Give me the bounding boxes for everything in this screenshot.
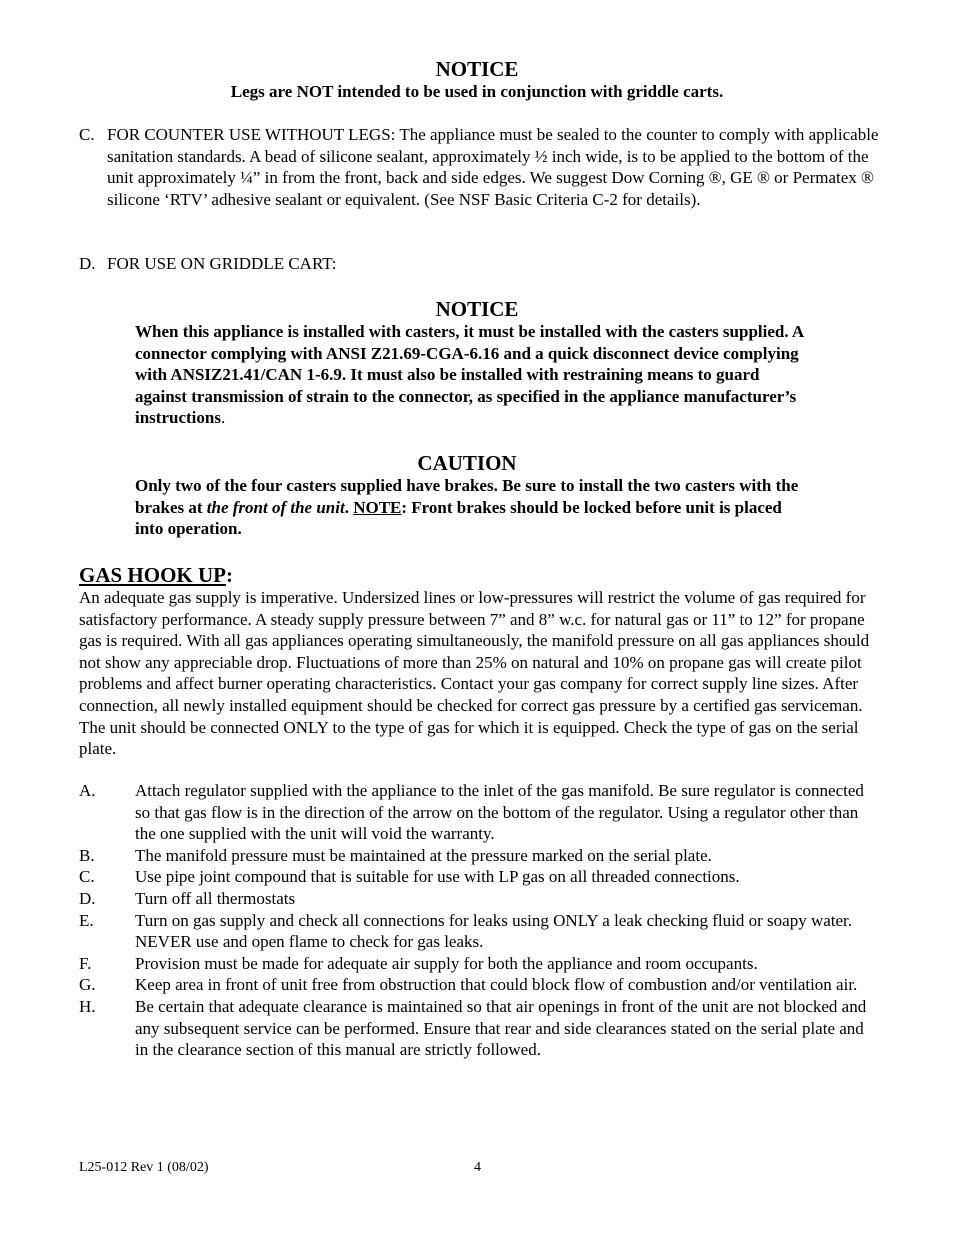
notice-text-2-body: When this appliance is installed with casters, it must be installed with the casters supplied. A connector complying with ANSI Z21.69-CGA-6.16 and a quick disconnect device complying with ANSIZ21.41/CAN 1-6.9. It must also be installed with restraining means to guard against transmission of strain to the connector, as specified in the appliance manufacturer’s instructions (135, 322, 804, 428)
list-item-text: Attach regulator supplied with the appliance to the inlet of the gas manifold. Be sure regulator is connected so that gas flow is in the direction of the arrow on the bottom of the regulator. Using a regulator other than the one supplied with the unit will void the warranty. (135, 781, 864, 844)
notice-text-2 (135, 321, 815, 429)
list-item (79, 780, 879, 845)
caution-text-italic: the front of the unit (206, 497, 345, 517)
list-item (79, 996, 879, 1061)
list-item-letter: D. (79, 888, 96, 908)
caution-text-b: . (344, 497, 354, 517)
footer-doc-id: L25-012 Rev 1 (08/02) (79, 1160, 209, 1175)
caution-note-label: NOTE (353, 497, 402, 517)
list-item-text: Use pipe joint compound that is suitable for use with LP gas on all threaded connections. (135, 867, 740, 887)
list-item-text: Provision must be made for adequate air supply for both the appliance and room occupants. (135, 953, 758, 973)
gas-hookup-heading (79, 563, 233, 587)
list-item-letter: G. (79, 975, 96, 995)
gas-hookup-paragraph: An adequate gas supply is imperative. Undersized lines or low-pressures will restrict the volume of gas required for satisfactory performance. A steady supply pressure between 7” and 8” w.c. for natural gas or 11” to 12” for propane gas is required. With all gas appliances operating simultaneously, the manifold pressure on all gas appliances should not show any appreciable drop. Fluctuations of more than 25% on natural and 10% on propane gas will create pilot problems and affect burner operating characteristics. Contact your gas company for correct supply line sizes. After connection, all newly installed equipment should be checked for correct gas pressure by a certified gas serviceman. The unit should be connected ONLY to the type of gas for which it is equipped. Check the type of gas on the serial plate. (79, 588, 870, 759)
list-item-letter: F. (79, 953, 92, 973)
list-item-text: Keep area in front of unit free from obstruction that could block flow of combustion and/or ventilation air. (135, 975, 858, 995)
item-letter: D. (79, 254, 96, 273)
list-item (79, 953, 879, 975)
gas-hookup-heading-text: GAS HOOK UP (79, 563, 227, 587)
list-item-text: Turn off all thermostats (135, 888, 296, 908)
list-item-letter: B. (79, 845, 95, 865)
notice-title-2: NOTICE (435, 297, 519, 321)
list-item (79, 888, 879, 910)
list-item-text: The manifold pressure must be maintained at the pressure marked on the serial plate. (135, 845, 712, 865)
list-item (79, 910, 879, 953)
item-text: FOR USE ON GRIDDLE CART: (107, 254, 337, 273)
list-item-letter: C. (79, 867, 95, 887)
caution-text (135, 475, 805, 540)
caution-title: CAUTION (417, 451, 517, 475)
footer-page-number: 4 (474, 1160, 481, 1175)
list-item-letter: H. (79, 996, 96, 1016)
caution-text-a: Only two of the four casters supplied have brakes. Be sure to install the two casters with the brakes at (135, 476, 799, 517)
list-item-letter: A. (79, 781, 96, 800)
notice-title-1: NOTICE (435, 57, 519, 81)
list-item-text: Be certain that adequate clearance is maintained so that air openings in front of the unit are not blocked and any subsequent service can be performed. Ensure that rear and side clearances stated on the serial plate and in the clearance section of this manual are strictly followed. (135, 996, 867, 1060)
list-item-text: Turn on gas supply and check all connections for leaks using ONLY a leak checking fluid or soapy water. NEVER use and open flame to check for gas leaks. (135, 910, 853, 952)
gas-hookup-steps (79, 780, 879, 1061)
notice-text-1: Legs are NOT intended to be used in conjunction with griddle carts. (230, 82, 724, 101)
caution-text-c: : Front brakes should be locked before unit is placed into operation. (135, 497, 782, 539)
list-item (79, 866, 879, 888)
list-item-letter: E. (79, 910, 94, 930)
gas-hookup-heading-colon: : (226, 563, 234, 587)
item-letter: C. (79, 125, 95, 144)
notice-text-2-period: . (220, 408, 226, 428)
list-item (79, 974, 879, 996)
item-text: FOR COUNTER USE WITHOUT LEGS: The appliance must be sealed to the counter to comply with applicable sanitation standards. A bead of silicone sealant, approximately ½ inch wide, is to be applied to the bottom of the unit approximately ¼” in from the front, back and side edges. We suggest Dow Corning ®, GE ® or Permatex ® silicone ‘RTV’ adhesive sealant or equivalent. (See NSF Basic Criteria C-2 for details). (107, 125, 879, 209)
list-item (79, 845, 879, 867)
